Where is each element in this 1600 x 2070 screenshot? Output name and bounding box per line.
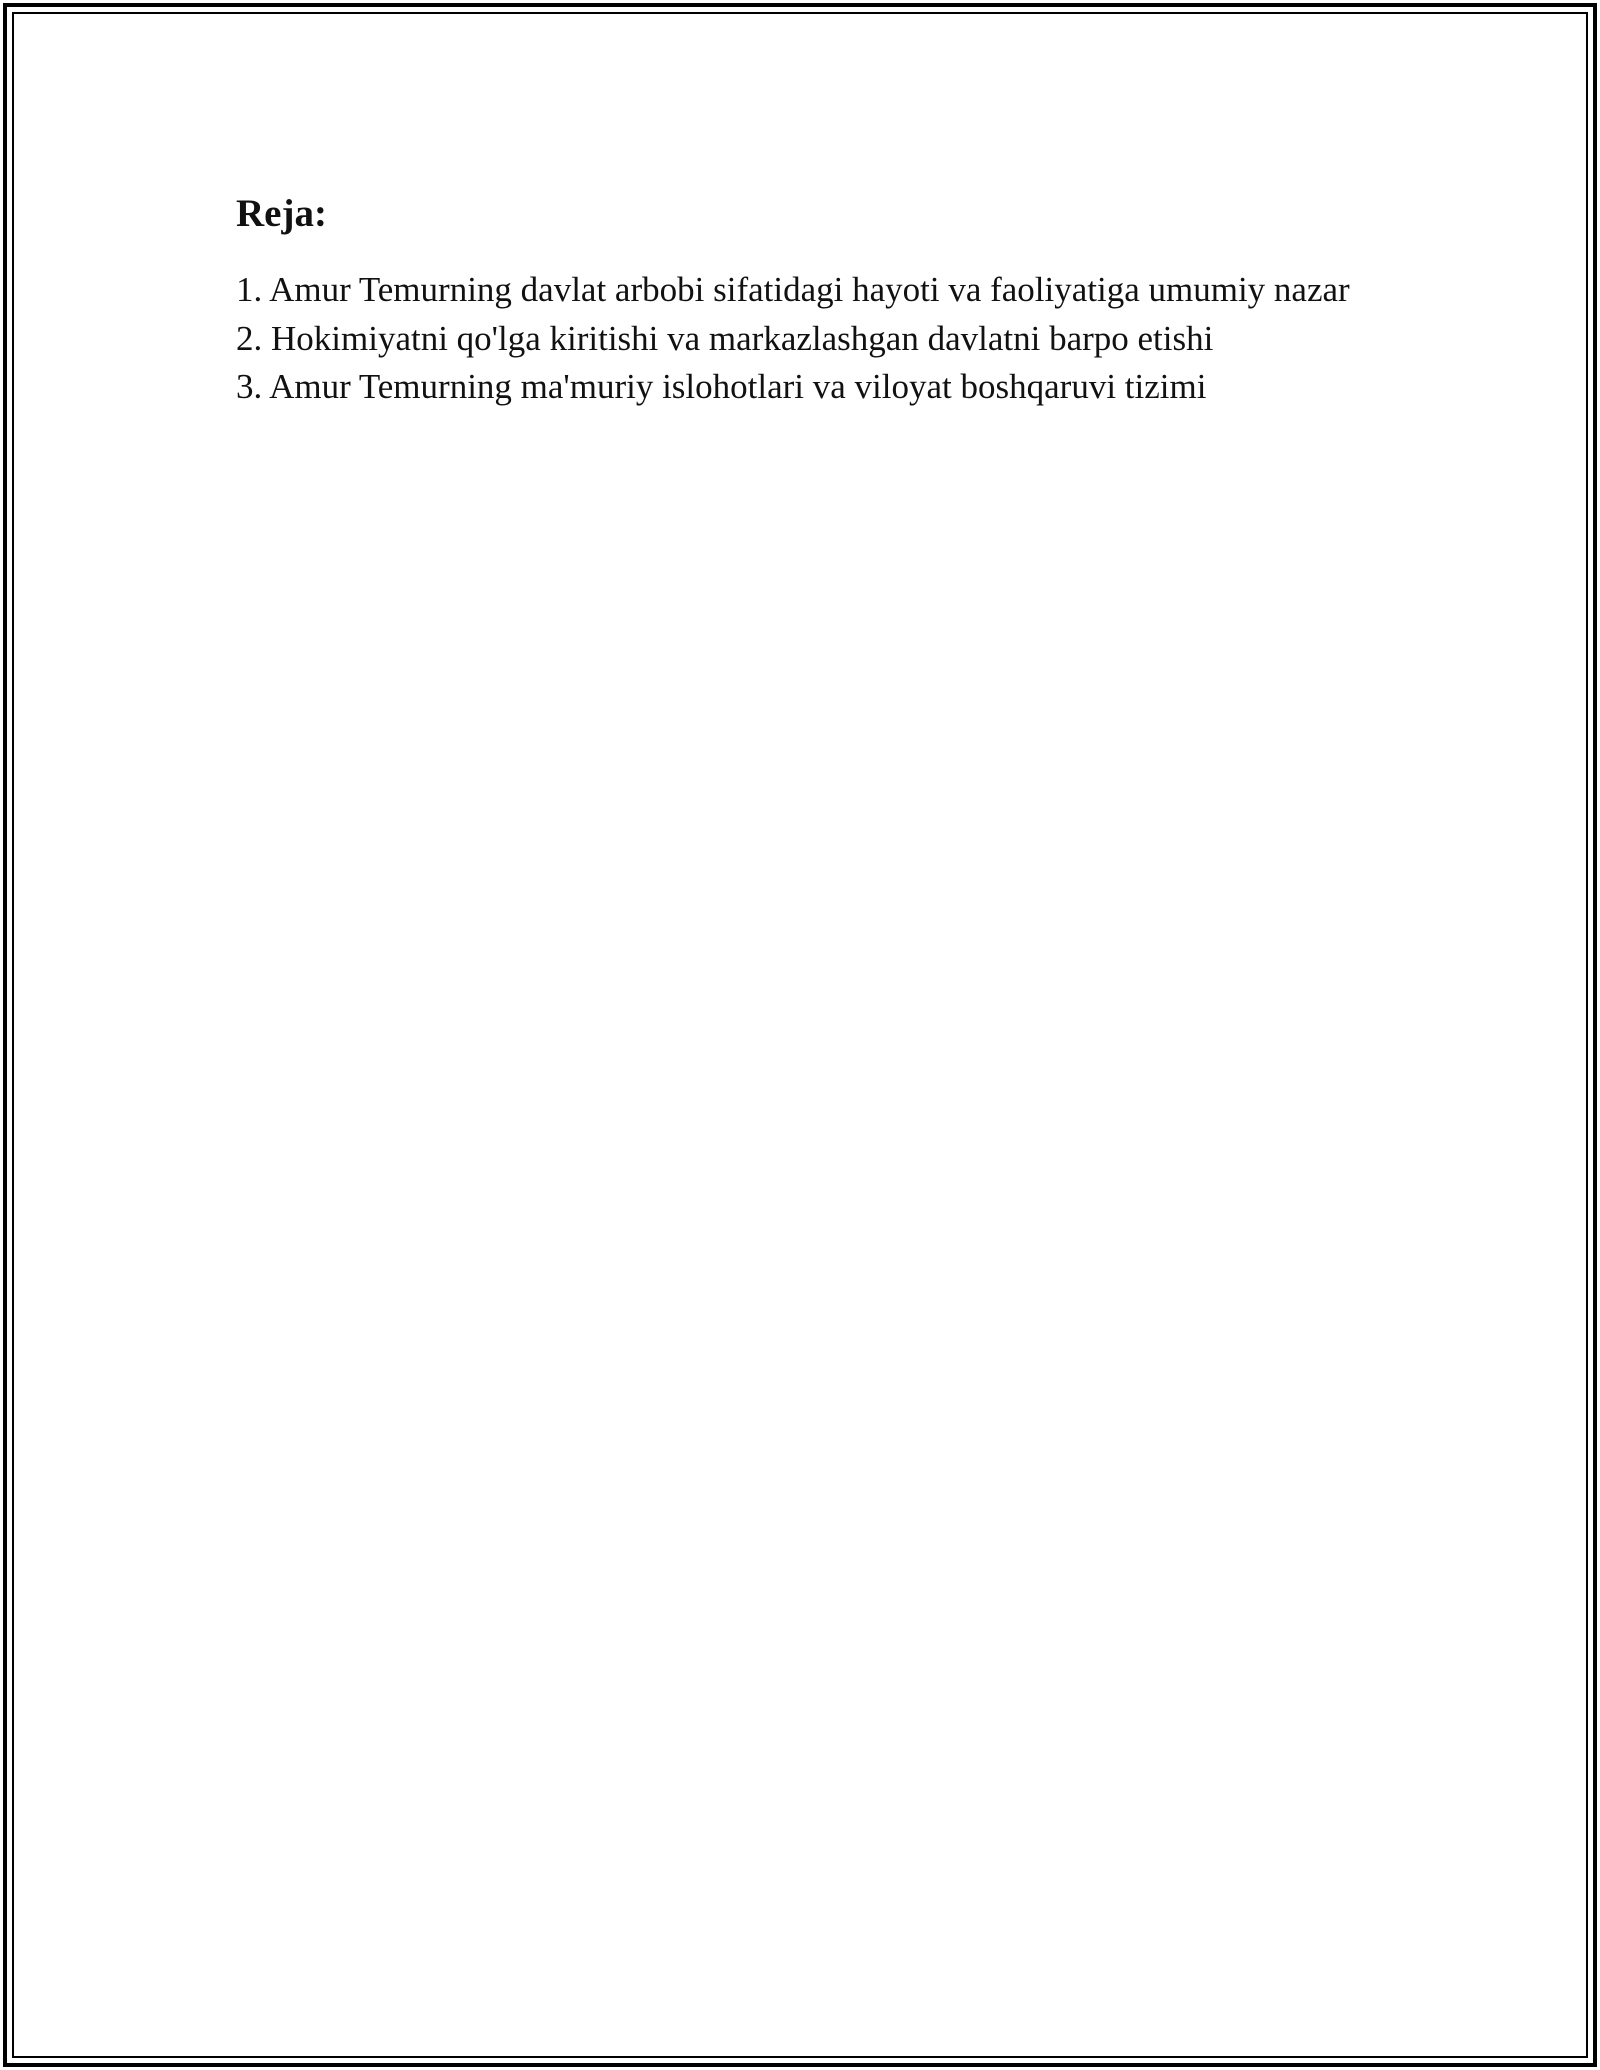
plan-item-3: 3. Amur Temurning ma'muriy islohotlari va viloyat boshqaruvi tizimi: [236, 367, 1207, 406]
plan-heading: Reja:: [236, 192, 327, 235]
document-body: [236, 186, 1356, 412]
plan-list: [236, 266, 1356, 412]
plan-item-2: 2. Hokimiyatni qo'lga kiritishi va markazlashgan davlatni barpo etishi: [236, 318, 1214, 358]
plan-item-1: 1. Amur Temurning davlat arbobi sifatidagi hayoti va faoliyatiga umumiy nazar: [236, 270, 1350, 309]
